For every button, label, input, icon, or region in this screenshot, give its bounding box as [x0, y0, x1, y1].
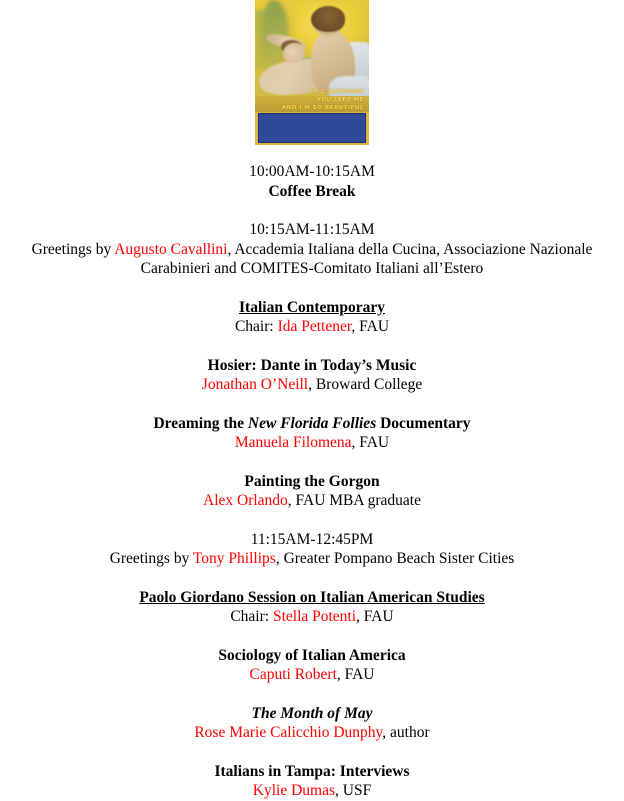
paper-entry [0, 472, 624, 511]
paper-title: Sociology of Italian America [218, 646, 406, 664]
session-title: Paolo Giordano Session on Italian American Studies [139, 588, 485, 606]
paper-title: Painting the Gorgon [244, 472, 380, 490]
paper-title [0, 414, 624, 434]
poster-title-line-3: AND I'M SO BEAUTIFUL [281, 105, 364, 111]
chair-name: Stella Potenti [272, 608, 357, 625]
chair-prefix: Chair: [230, 608, 273, 625]
speaker-affiliation: , Broward College [308, 376, 423, 393]
block-time: 11:15AM-12:45PM [250, 530, 374, 548]
program-block-session-italian-contemporary [0, 298, 624, 511]
speaker-affiliation: , FAU [351, 434, 390, 451]
poster-footer-band [258, 113, 366, 143]
paper-speaker-line [0, 723, 624, 743]
spacer [0, 201, 624, 220]
greeting-prefix: Greetings by [109, 550, 193, 567]
paper-title-work-name: New Florida Follies [247, 414, 377, 432]
poster-title-line-2: YOU LEFT ME [317, 97, 364, 103]
chair-affiliation: , FAU [356, 608, 394, 625]
speaker-affiliation: , USF [335, 782, 372, 799]
greeting-prefix: Greetings by [31, 240, 115, 258]
paper-speaker-line [0, 781, 624, 801]
paper-entry [0, 704, 624, 743]
greeting-line [0, 549, 624, 569]
poster-title-line-1: IT'S SATURDAY [310, 89, 364, 95]
paper-title-suffix: Documentary [376, 414, 471, 432]
speaker-name: Alex Orlando [203, 492, 288, 509]
greeting-line [0, 240, 624, 279]
paper-title: The Month of May [251, 704, 373, 722]
paper-entry [0, 762, 624, 801]
session-chair-line [0, 317, 624, 337]
block-time: 10:15AM-11:15AM [249, 221, 375, 238]
spacer [0, 337, 624, 356]
chair-prefix: Chair: [234, 318, 278, 335]
spacer [0, 627, 624, 646]
spacer [0, 685, 624, 704]
poster-footer-url [351, 127, 359, 132]
block-title: Coffee Break [268, 182, 356, 200]
paper-title: Hosier: Dante in Today’s Music [207, 356, 417, 374]
paper-speaker-line [0, 665, 624, 685]
program-body [0, 145, 624, 801]
paper-speaker-line [0, 433, 624, 453]
artwork-seated-figure-hair [311, 6, 345, 32]
paper-entry [0, 646, 624, 685]
poster-container [0, 0, 624, 145]
program-block-coffee-break [0, 145, 624, 201]
spacer [0, 569, 624, 588]
speaker-name: Caputi Robert [249, 666, 337, 683]
speaker-name: Rose Marie Calicchio Dunphy [194, 724, 383, 741]
greeting-person-name: Augusto Cavallini [114, 240, 228, 258]
spacer [0, 743, 624, 762]
program-block-greetings-1 [0, 220, 624, 279]
program-block-greetings-2 [0, 530, 624, 569]
chair-affiliation: , FAU [351, 318, 390, 335]
greeting-affiliations: , Accademia Italiana della Cucina, Associazione Nazionale Carabinieri and COMITES-Comitato Italiani all’Estero [140, 240, 593, 277]
speaker-affiliation: , FAU [336, 666, 375, 683]
poster-footer-credit [350, 121, 359, 126]
session-title: Italian Contemporary [239, 298, 385, 316]
speaker-name: Jonathan O’Neill [201, 376, 309, 393]
paper-speaker-line [0, 375, 624, 395]
spacer [0, 395, 624, 414]
session-chair-line [0, 607, 624, 627]
paper-title: Italians in Tampa: Interviews [214, 762, 410, 780]
speaker-affiliation: , FAU MBA graduate [287, 492, 421, 509]
event-poster-image [255, 0, 369, 145]
spacer [0, 279, 624, 298]
speaker-name: Manuela Filomena [234, 434, 352, 451]
speaker-name: Kylie Dumas [252, 782, 336, 799]
paper-entry [0, 356, 624, 395]
paper-title-prefix: Dreaming the [153, 414, 248, 432]
greeting-affiliations: , Greater Pompano Beach Sister Cities [275, 550, 515, 567]
block-time: 10:00AM-10:15AM [249, 163, 375, 180]
spacer [0, 511, 624, 530]
spacer [0, 453, 624, 472]
paper-entry [0, 414, 624, 453]
chair-name: Ida Pettener [277, 318, 352, 335]
program-block-session-paolo-giordano [0, 588, 624, 801]
speaker-affiliation: , author [382, 724, 430, 741]
greeting-person-name: Tony Phillips [192, 550, 276, 567]
paper-speaker-line [0, 491, 624, 511]
